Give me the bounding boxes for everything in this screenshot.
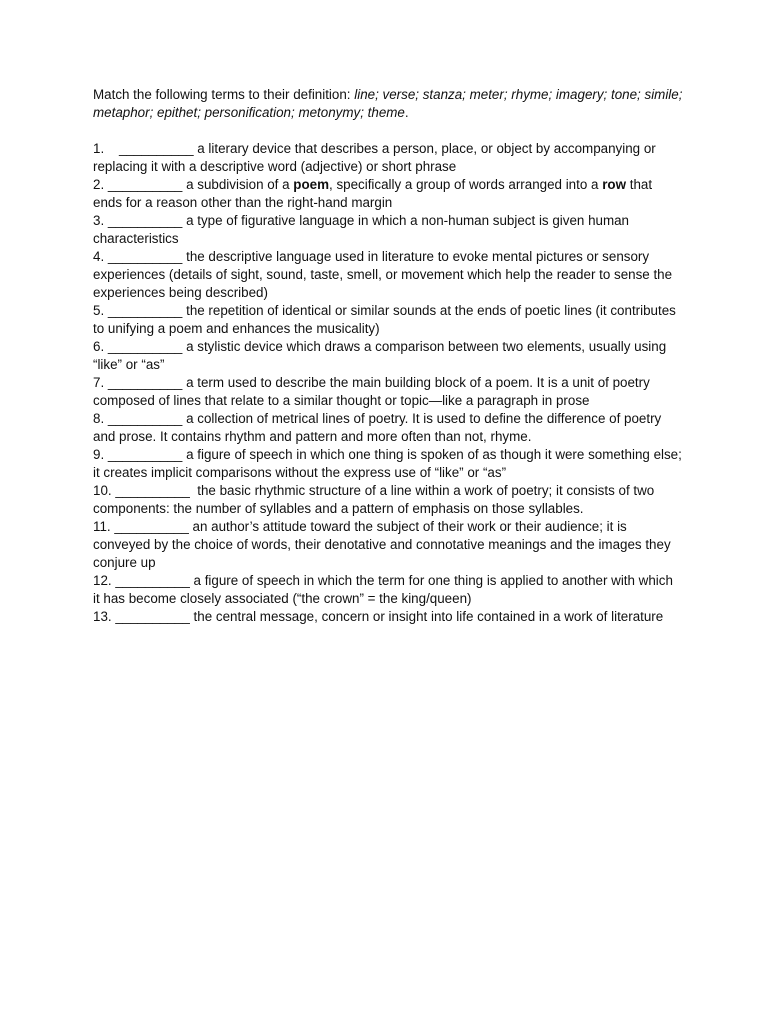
- worksheet-page: [93, 86, 683, 626]
- definition-text: a type of figurative language in which a non-human subject is given human characteristics: [93, 213, 630, 246]
- answer-blank: __________: [110, 519, 189, 534]
- definition-text: an author’s attitude toward the subject of their work or their audience; it is conveyed by the choice of words, their denotative and connotative meanings and the images they conjure up: [93, 519, 671, 570]
- definition-item: [93, 248, 683, 302]
- instructions-end: .: [404, 105, 409, 120]
- definition-item: [93, 608, 683, 626]
- answer-blank: __________: [104, 141, 194, 156]
- answer-blank: __________: [104, 447, 183, 462]
- definition-text: a subdivision of a: [182, 177, 294, 192]
- definitions-list: [93, 140, 683, 626]
- answer-blank: __________: [111, 483, 194, 498]
- bold-term: row: [602, 177, 626, 192]
- definition-item: [93, 410, 683, 446]
- definition-item: [93, 374, 683, 410]
- item-number: 2.: [93, 177, 105, 192]
- answer-blank: __________: [104, 303, 183, 318]
- definition-item: [93, 140, 683, 176]
- answer-blank: __________: [111, 609, 190, 624]
- definition-text: that ends for a reason other than the right-hand margin: [93, 177, 653, 210]
- item-number: 6.: [93, 339, 105, 354]
- definition-item: [93, 176, 683, 212]
- answer-blank: __________: [111, 573, 190, 588]
- answer-blank: __________: [104, 177, 183, 192]
- definition-item: [93, 572, 683, 608]
- definition-text: a stylistic device which draws a comparison between two elements, usually using “like” or “as”: [93, 339, 667, 372]
- answer-blank: __________: [104, 249, 183, 264]
- answer-blank: __________: [104, 339, 183, 354]
- item-number: 5.: [93, 303, 105, 318]
- item-number: 10.: [93, 483, 112, 498]
- definition-item: [93, 338, 683, 374]
- item-number: 12.: [93, 573, 112, 588]
- instructions: [93, 86, 683, 122]
- item-number: 13.: [93, 609, 112, 624]
- definition-item: [93, 518, 683, 572]
- definition-text: the descriptive language used in literature to evoke mental pictures or sensory experiences (details of sight, sound, taste, smell, or movement which help the reader to sense the experiences being described): [93, 249, 673, 300]
- definition-text: the central message, concern or insight into life contained in a work of literature: [189, 609, 664, 624]
- item-number: 4.: [93, 249, 105, 264]
- item-number: 1.: [93, 141, 105, 156]
- definition-item: [93, 446, 683, 482]
- answer-blank: __________: [104, 411, 183, 426]
- bold-term: poem: [293, 177, 330, 192]
- item-number: 9.: [93, 447, 105, 462]
- answer-blank: __________: [104, 375, 183, 390]
- definition-text: a literary device that describes a person, place, or object by accompanying or replacing it with a descriptive word (adjective) or short phrase: [93, 141, 656, 174]
- item-number: 11.: [93, 519, 111, 534]
- item-number: 8.: [93, 411, 105, 426]
- item-number: 7.: [93, 375, 105, 390]
- instructions-lead: Match the following terms to their definition:: [93, 87, 355, 102]
- terms-list: line; verse; stanza; meter; rhyme; imagery; tone; simile; metaphor; epithet; personification; metonymy; theme: [93, 87, 683, 120]
- definition-text: a collection of metrical lines of poetry. It is used to define the difference of poetry and prose. It contains rhythm and pattern and more often than not, rhyme.: [93, 411, 662, 444]
- definition-text: a term used to describe the main building block of a poem. It is a unit of poetry composed of lines that relate to a similar thought or topic—like a paragraph in prose: [93, 375, 650, 408]
- definition-text: a figure of speech in which the term for one thing is applied to another with which it has become closely associated (“the crown” = the king/queen): [93, 573, 673, 606]
- definition-item: [93, 482, 683, 518]
- definition-item: [93, 212, 683, 248]
- definition-text: , specifically a group of words arranged into a: [329, 177, 603, 192]
- definition-item: [93, 302, 683, 338]
- definition-text: a figure of speech in which one thing is spoken of as though it were something else; it creates implicit comparisons without the express use of “like” or “as”: [93, 447, 682, 480]
- definition-text: the basic rhythmic structure of a line within a work of poetry; it consists of two components: the number of syllables and a pattern of emphasis on those syllables.: [93, 483, 655, 516]
- item-number: 3.: [93, 213, 105, 228]
- definition-text: the repetition of identical or similar sounds at the ends of poetic lines (it contributes to unifying a poem and enhances the musicality): [93, 303, 676, 336]
- answer-blank: __________: [104, 213, 183, 228]
